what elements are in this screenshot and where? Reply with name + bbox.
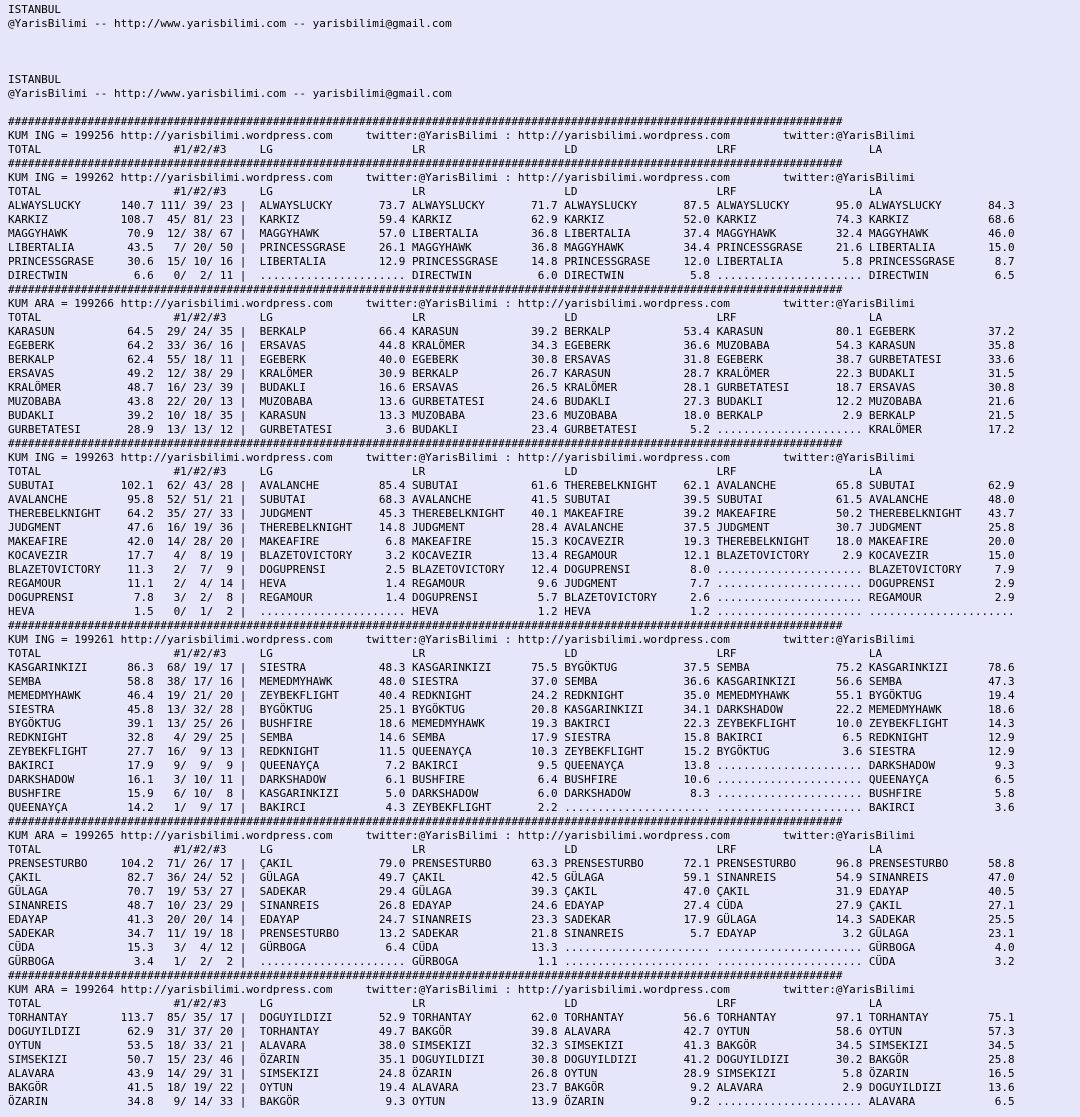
result-row: QUEENAYÇA 14.2 1/ 9/ 17 | BAKIRCI 4.3 ZEYBEKFLIGHT 2.2 ...................... ...................... BAKIRCI 3.6 [8,801,1015,814]
column-header-line: TOTAL #1/#2/#3 LG LR LD LRF LA [8,843,883,856]
result-row: REGAMOUR 11.1 2/ 4/ 14 | HEVA 1.4 REGAMOUR 9.6 JUDGMENT 7.7 ...................... DOGUPRENSI 2.9 [8,577,1015,590]
race-header-line: KUM ING = 199263 http://yarisbilimi.wordpress.com twitter:@YarisBilimi : http://yarisbilimi.wordpress.com twitter:@YarisBilimi [8,451,916,464]
result-row: GÜRBOGA 3.4 1/ 2/ 2 | ...................... GÜRBOGA 1.1 ...................... ...................... CÜDA 3.2 [8,955,1015,968]
result-row: EGEBERK 64.2 33/ 36/ 16 | ERSAVAS 44.8 KRALÖMER 34.3 EGEBERK 36.6 MUZOBABA 54.3 KARASUN 35.8 [8,339,1015,352]
contact-line: @YarisBilimi -- http://www.yarisbilimi.com -- yarisbilimi@gmail.com [8,17,452,30]
result-row: ÖZARIN 34.8 9/ 14/ 33 | BAKGÖR 9.3 OYTUN 13.9 ÖZARIN 9.2 ...................... ALAVARA 6.5 [8,1095,1015,1108]
column-header-line: TOTAL #1/#2/#3 LG LR LD LRF LA [8,647,883,660]
result-row: OYTUN 53.5 18/ 33/ 21 | ALAVARA 38.0 SIMSEKIZI 32.3 SIMSEKIZI 41.3 BAKGÖR 34.5 SIMSEKIZI 34.5 [8,1039,1015,1052]
race-header-line: KUM ING = 199256 http://yarisbilimi.wordpress.com twitter:@YarisBilimi : http://yarisbilimi.wordpress.com twitter:@YarisBilimi [8,129,916,142]
contact-line: @YarisBilimi -- http://www.yarisbilimi.com -- yarisbilimi@gmail.com [8,87,452,100]
result-row: BYGÖKTUG 39.1 13/ 25/ 26 | BUSHFIRE 18.6 MEMEDMYHAWK 19.3 BAKIRCI 22.3 ZEYBEKFLIGHT 10.0 ZEYBEKFLIGHT 14.3 [8,717,1015,730]
result-row: BAKIRCI 17.9 9/ 9/ 9 | QUEENAYÇA 7.2 BAKIRCI 9.5 QUEENAYÇA 13.8 ...................... DARKSHADOW 9.3 [8,759,1015,772]
separator-line: ############################################################################################################################## [8,157,843,170]
result-row: SIESTRA 45.8 13/ 32/ 28 | BYGÖKTUG 25.1 BYGÖKTUG 20.8 KASGARINKIZI 34.1 DARKSHADOW 22.2 MEMEDMYHAWK 18.6 [8,703,1015,716]
result-row: DOGUPRENSI 7.8 3/ 2/ 8 | REGAMOUR 1.4 DOGUPRENSI 5.7 BLAZETOVICTORY 2.6 ...................... REGAMOUR 2.9 [8,591,1015,604]
result-row: MUZOBABA 43.8 22/ 20/ 13 | MUZOBABA 13.6 GURBETATESI 24.6 BUDAKLI 27.3 BUDAKLI 12.2 MUZOBABA 21.6 [8,395,1015,408]
separator-line: ############################################################################################################################## [8,437,843,450]
column-header-line: TOTAL #1/#2/#3 LG LR LD LRF LA [8,311,883,324]
column-header-line: TOTAL #1/#2/#3 LG LR LD LRF LA [8,143,883,156]
result-row: BLAZETOVICTORY 11.3 2/ 7/ 9 | DOGUPRENSI 2.5 BLAZETOVICTORY 12.4 DOGUPRENSI 8.0 ...................... BLAZETOVICTORY 7.9 [8,563,1015,576]
result-row: ÇAKIL 82.7 36/ 24/ 52 | GÜLAGA 49.7 ÇAKIL 42.5 GÜLAGA 59.1 SINANREIS 54.9 SINANREIS 47.0 [8,871,1015,884]
column-header-line: TOTAL #1/#2/#3 LG LR LD LRF LA [8,465,883,478]
result-row: BAKGÖR 41.5 18/ 19/ 22 | OYTUN 19.4 ALAVARA 23.7 BAKGÖR 9.2 ALAVARA 2.9 DOGUYILDIZI 13.6 [8,1081,1015,1094]
column-header-line: TOTAL #1/#2/#3 LG LR LD LRF LA [8,185,883,198]
race-header-line: KUM ING = 199262 http://yarisbilimi.wordpress.com twitter:@YarisBilimi : http://yarisbilimi.wordpress.com twitter:@YarisBilimi [8,171,916,184]
result-row: REDKNIGHT 32.8 4/ 29/ 25 | SEMBA 14.6 SEMBA 17.9 SIESTRA 15.8 BAKIRCI 6.5 REDKNIGHT 12.9 [8,731,1015,744]
result-row: KARASUN 64.5 29/ 24/ 35 | BERKALP 66.4 KARASUN 39.2 BERKALP 53.4 KARASUN 80.1 EGEBERK 37.2 [8,325,1015,338]
result-row: SADEKAR 34.7 11/ 19/ 18 | PRENSESTURBO 13.2 SADEKAR 21.8 SINANREIS 5.7 EDAYAP 3.2 GÜLAGA 23.1 [8,927,1015,940]
result-row: MEMEDMYHAWK 46.4 19/ 21/ 20 | ZEYBEKFLIGHT 40.4 REDKNIGHT 24.2 REDKNIGHT 35.0 MEMEDMYHAWK 55.1 BYGÖKTUG 19.4 [8,689,1015,702]
blank-line [8,101,1015,115]
race-header-line: KUM ING = 199261 http://yarisbilimi.wordpress.com twitter:@YarisBilimi : http://yarisbilimi.wordpress.com twitter:@YarisBilimi [8,633,916,646]
result-row: PRENSESTURBO 104.2 71/ 26/ 17 | ÇAKIL 79.0 PRENSESTURBO 63.3 PRENSESTURBO 72.1 PRENSESTURBO 96.8 PRENSESTURBO 58.8 [8,857,1015,870]
blank-line [8,59,1015,73]
city-title: ISTANBUL [8,73,61,86]
result-row: DARKSHADOW 16.1 3/ 10/ 11 | DARKSHADOW 6.1 BUSHFIRE 6.4 BUSHFIRE 10.6 ...................... QUEENAYÇA 6.5 [8,773,1015,786]
result-row: ERSAVAS 49.2 12/ 38/ 29 | KRALÖMER 30.9 BERKALP 26.7 KARASUN 28.7 KRALÖMER 22.3 BUDAKLI 31.5 [8,367,1015,380]
result-row: TORHANTAY 113.7 85/ 35/ 17 | DOGUYILDIZI 52.9 TORHANTAY 62.0 TORHANTAY 56.6 TORHANTAY 97.1 TORHANTAY 75.1 [8,1011,1015,1024]
result-row: KASGARINKIZI 86.3 68/ 19/ 17 | SIESTRA 48.3 KASGARINKIZI 75.5 BYGÖKTUG 37.5 SEMBA 75.2 KASGARINKIZI 78.6 [8,661,1015,674]
result-row: KRALÖMER 48.7 16/ 23/ 39 | BUDAKLI 16.6 ERSAVAS 26.5 KRALÖMER 28.1 GURBETATESI 18.7 ERSAVAS 30.8 [8,381,1015,394]
separator-line: ############################################################################################################################## [8,969,843,982]
result-row: MAGGYHAWK 70.9 12/ 38/ 67 | MAGGYHAWK 57.0 LIBERTALIA 36.8 LIBERTALIA 37.4 MAGGYHAWK 32.4 MAGGYHAWK 46.0 [8,227,1015,240]
result-row: BERKALP 62.4 55/ 18/ 11 | EGEBERK 40.0 EGEBERK 30.8 ERSAVAS 31.8 EGEBERK 38.7 GURBETATESI 33.6 [8,353,1015,366]
separator-line: ############################################################################################################################## [8,815,843,828]
result-row: SUBUTAI 102.1 62/ 43/ 28 | AVALANCHE 85.4 SUBUTAI 61.6 THEREBELKNIGHT 62.1 AVALANCHE 65.8 SUBUTAI 62.9 [8,479,1015,492]
blank-line [8,45,1015,59]
race-header-line: KUM ARA = 199265 http://yarisbilimi.wordpress.com twitter:@YarisBilimi : http://yarisbilimi.wordpress.com twitter:@YarisBilimi [8,829,916,842]
result-row: DOGUYILDIZI 62.9 31/ 37/ 20 | TORHANTAY 49.7 BAKGÖR 39.8 ALAVARA 42.7 OYTUN 58.6 OYTUN 57.3 [8,1025,1015,1038]
result-row: LIBERTALIA 43.5 7/ 20/ 50 | PRINCESSGRASE 26.1 MAGGYHAWK 36.8 MAGGYHAWK 34.4 PRINCESSGRASE 21.6 LIBERTALIA 15.0 [8,241,1015,254]
result-row: ALWAYSLUCKY 140.7 111/ 39/ 23 | ALWAYSLUCKY 73.7 ALWAYSLUCKY 71.7 ALWAYSLUCKY 87.5 ALWAYSLUCKY 95.0 ALWAYSLUCKY 84.3 [8,199,1015,212]
result-row: DIRECTWIN 6.6 0/ 2/ 11 | ...................... DIRECTWIN 6.0 DIRECTWIN 5.8 ...................... DIRECTWIN 6.5 [8,269,1015,282]
result-row: EDAYAP 41.3 20/ 20/ 14 | EDAYAP 24.7 SINANREIS 23.3 SADEKAR 17.9 GÜLAGA 14.3 SADEKAR 25.5 [8,913,1015,926]
result-row: GURBETATESI 28.9 13/ 13/ 12 | GURBETATESI 3.6 BUDAKLI 23.4 GURBETATESI 5.2 ...................... KRALÖMER 17.2 [8,423,1015,436]
separator-line: ############################################################################################################################## [8,283,843,296]
race-header-line: KUM ARA = 199264 http://yarisbilimi.wordpress.com twitter:@YarisBilimi : http://yarisbilimi.wordpress.com twitter:@YarisBilimi [8,983,916,996]
result-row: AVALANCHE 95.8 52/ 51/ 21 | SUBUTAI 68.3 AVALANCHE 41.5 SUBUTAI 39.5 SUBUTAI 61.5 AVALANCHE 48.0 [8,493,1015,506]
blank-line [8,31,1015,45]
result-row: KARKIZ 108.7 45/ 81/ 23 | KARKIZ 59.4 KARKIZ 62.9 KARKIZ 52.0 KARKIZ 74.3 KARKIZ 68.6 [8,213,1015,226]
result-row: MAKEAFIRE 42.0 14/ 28/ 20 | MAKEAFIRE 6.8 MAKEAFIRE 15.3 KOCAVEZIR 19.3 THEREBELKNIGHT 18.0 MAKEAFIRE 20.0 [8,535,1015,548]
result-row: JUDGMENT 47.6 16/ 19/ 36 | THEREBELKNIGHT 14.8 JUDGMENT 28.4 AVALANCHE 37.5 JUDGMENT 30.7 JUDGMENT 25.8 [8,521,1015,534]
result-row: GÜLAGA 70.7 19/ 53/ 27 | SADEKAR 29.4 GÜLAGA 39.3 ÇAKIL 47.0 ÇAKIL 31.9 EDAYAP 40.5 [8,885,1015,898]
result-row: SINANREIS 48.7 10/ 23/ 29 | SINANREIS 26.8 EDAYAP 24.6 EDAYAP 27.4 CÜDA 27.9 ÇAKIL 27.1 [8,899,1015,912]
result-row: BUDAKLI 39.2 10/ 18/ 35 | KARASUN 13.3 MUZOBABA 23.6 MUZOBABA 18.0 BERKALP 2.9 BERKALP 21.5 [8,409,1015,422]
result-row: ZEYBEKFLIGHT 27.7 16/ 9/ 13 | REDKNIGHT 11.5 QUEENAYÇA 10.3 ZEYBEKFLIGHT 15.2 BYGÖKTUG 3.6 SIESTRA 12.9 [8,745,1015,758]
column-header-line: TOTAL #1/#2/#3 LG LR LD LRF LA [8,997,883,1010]
result-row: SIMSEKIZI 50.7 15/ 23/ 46 | ÖZARIN 35.1 DOGUYILDIZI 30.8 DOGUYILDIZI 41.2 DOGUYILDIZI 30.2 BAKGÖR 25.8 [8,1053,1015,1066]
separator-line: ############################################################################################################################## [8,619,843,632]
result-row: THEREBELKNIGHT 64.2 35/ 27/ 33 | JUDGMENT 45.3 THEREBELKNIGHT 40.1 MAKEAFIRE 39.2 MAKEAFIRE 50.2 THEREBELKNIGHT 43.7 [8,507,1015,520]
result-row: PRINCESSGRASE 30.6 15/ 10/ 16 | LIBERTALIA 12.9 PRINCESSGRASE 14.8 PRINCESSGRASE 12.0 LIBERTALIA 5.8 PRINCESSGRASE 8.7 [8,255,1015,268]
result-row: KOCAVEZIR 17.7 4/ 8/ 19 | BLAZETOVICTORY 3.2 KOCAVEZIR 13.4 REGAMOUR 12.1 BLAZETOVICTORY 2.9 KOCAVEZIR 15.0 [8,549,1015,562]
result-row: HEVA 1.5 0/ 1/ 2 | ...................... HEVA 1.2 HEVA 1.2 ...................... ...................... [8,605,1015,618]
separator-line: ############################################################################################################################## [8,115,843,128]
result-row: ALAVARA 43.9 14/ 29/ 31 | SIMSEKIZI 24.8 ÖZARIN 26.8 OYTUN 28.9 SIMSEKIZI 5.8 ÖZARIN 16.5 [8,1067,1015,1080]
result-row: SEMBA 58.8 38/ 17/ 16 | MEMEDMYHAWK 48.0 SIESTRA 37.0 SEMBA 36.6 KASGARINKIZI 56.6 SEMBA 47.3 [8,675,1015,688]
result-row: CÜDA 15.3 3/ 4/ 12 | GÜRBOGA 6.4 CÜDA 13.3 ...................... ...................... GÜRBOGA 4.0 [8,941,1015,954]
race-report-document [8,3,1015,1109]
city-title: ISTANBUL [8,3,61,16]
result-row: BUSHFIRE 15.9 6/ 10/ 8 | KASGARINKIZI 5.0 DARKSHADOW 6.0 DARKSHADOW 8.3 ...................... BUSHFIRE 5.8 [8,787,1015,800]
race-header-line: KUM ARA = 199266 http://yarisbilimi.wordpress.com twitter:@YarisBilimi : http://yarisbilimi.wordpress.com twitter:@YarisBilimi [8,297,916,310]
